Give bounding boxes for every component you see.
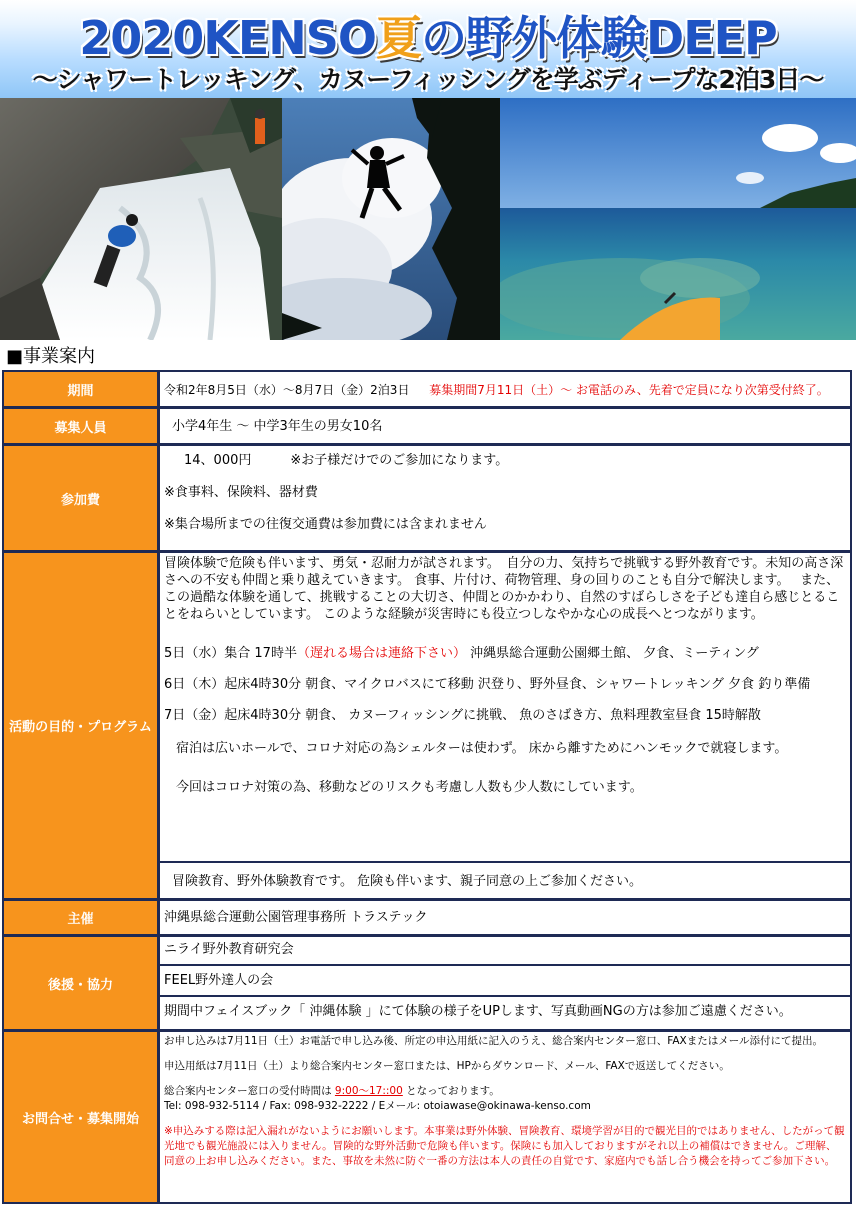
- row-contact: [4, 1032, 850, 1202]
- contact-notice: ※申込みする際は記入漏れがないようにお願いします。本事業は野外体験、冒険教育、環境学習が目的で観光目的ではありません、したがって観光地でも観光施設には入りません。冒険的な野外活動で危険も伴います。保険にも加入しておりますがそれ以上の補償はできません。ご理解、同意の上お申し込みください。また、事故を未然に防ぐ一番の方法は本人の責任の自覚です、家庭内でも話し合う機会を持ってご参加下さい。: [164, 1125, 845, 1167]
- period-text: 令和2年8月5日（水）〜8月7日（金）2泊3日: [164, 383, 410, 397]
- header-banner: [0, 0, 856, 98]
- program-corona: 今回はコロナ対策の為、移動などのリスクも考慮し人数も少人数にしています。: [176, 780, 643, 795]
- contact-phone-email: Tel: 098-932-5114 / Fax: 098-932-2222 / Eメール: otoiawase@okinawa-kenso.com: [164, 1100, 591, 1112]
- program-day2: 6日（木）起床4時30分 朝食、マイクロバスにて移動 沢登り、野外昼食、シャワートレッキング 夕食 釣り準備: [164, 677, 811, 692]
- waterfall-photo: [0, 98, 282, 340]
- label-recruit: 募集人員: [4, 409, 160, 443]
- row-fee: [4, 446, 850, 553]
- contact-p2: 申込用紙は7月11日（土）より総合案内センター窓口または、HPからダウンロード、メール、FAXで返送してください。: [164, 1060, 730, 1072]
- row-recruit: [4, 409, 850, 446]
- section-heading: ■事業案内: [6, 346, 96, 367]
- page-subtitle: 〜シャワートレッキング、カヌーフィッシングを学ぶディープな2泊3日〜: [32, 65, 824, 94]
- program-day1: 5日（水）集合 17時半（遅れる場合は連絡下さい） 沖縄県総合運動公園郷土館、 夕食、ミーティング: [164, 646, 759, 661]
- label-contact: お問合せ・募集開始: [4, 1032, 160, 1202]
- period-note: 募集期間7月11日（土）〜 お電話のみ、先着で定員になり次第受付終了。: [429, 383, 829, 397]
- support-line2: FEEL野外達人の会: [160, 966, 850, 997]
- recruit-text: 小学4年生 〜 中学3年生の男女10名: [172, 419, 383, 434]
- photo-strip: [0, 98, 856, 340]
- contact-hours: 総合案内センター窓口の受付時間は 9:00〜17::00 となっております。: [164, 1085, 500, 1097]
- fee-line3: ※集合場所までの往復交通費は参加費には含まれません: [164, 517, 487, 532]
- page-title: 2020KENSO夏の野外体験DEEP: [79, 11, 777, 65]
- info-table: [2, 370, 852, 1204]
- row-support: [4, 937, 850, 1032]
- support-line1: ニライ野外教育研究会: [160, 937, 850, 966]
- fee-line1: 14、000円 ※お子様だけでのご参加になります。: [184, 453, 509, 468]
- program-intro: 冒険体験で危険も伴います、勇気・忍耐力が試されます。 自分の力、気持ちで挑戦する野外教育です。未知の高さ深さへの不安も仲間と乗り越えていきます。 食事、片付け、荷物管理、身の回りのことも自分で解決します。 また、この過酷な体験を通して、挑戦することの大切さ、仲間とのかかわり、自然のすばらしさを子ども達自ら感じとることをねらいとしています。 このような経験が災害時にも役立つしなやかな心の成長へとつながります。: [164, 556, 844, 622]
- sea-kayak-photo: [500, 98, 856, 340]
- jump-photo: [282, 98, 500, 340]
- label-program: 活動の目的・プログラム: [4, 553, 160, 898]
- label-organizer: 主催: [4, 901, 160, 934]
- program-lodging: 宿泊は広いホールで、コロナ対応の為シェルターは使わず。 床から離すためにハンモックで就寝します。: [176, 741, 788, 756]
- contact-p1: お申し込みは7月11日（土）お電話で申し込み後、所定の申込用紙に記入のうえ、総合案内センター窓口、FAXまたはメール添付にて提出。: [164, 1035, 823, 1047]
- fee-line2: ※食事料、保険料、器材費: [164, 485, 318, 500]
- program-caution: 冒険教育、野外体験教育です。 危険も伴います、親子同意の上ご参加ください。: [172, 874, 643, 889]
- row-program: [4, 553, 850, 901]
- label-period: 期間: [4, 372, 160, 406]
- support-line3: 期間中フェイスブック「 沖縄体験 」にて体験の様子をUPします、写真動画NGの方は参加ご遠慮ください。: [164, 1004, 792, 1019]
- program-day3: 7日（金）起床4時30分 朝食、 カヌーフィッシングに挑戦、 魚のさばき方、魚料理教室昼食 15時解散: [164, 708, 761, 723]
- row-organizer: [4, 901, 850, 937]
- label-fee: 参加費: [4, 446, 160, 550]
- organizer-text: 沖縄県総合運動公園管理事務所 トラステック: [164, 910, 428, 925]
- label-support: 後援・協力: [4, 937, 160, 1029]
- row-period: [4, 372, 850, 409]
